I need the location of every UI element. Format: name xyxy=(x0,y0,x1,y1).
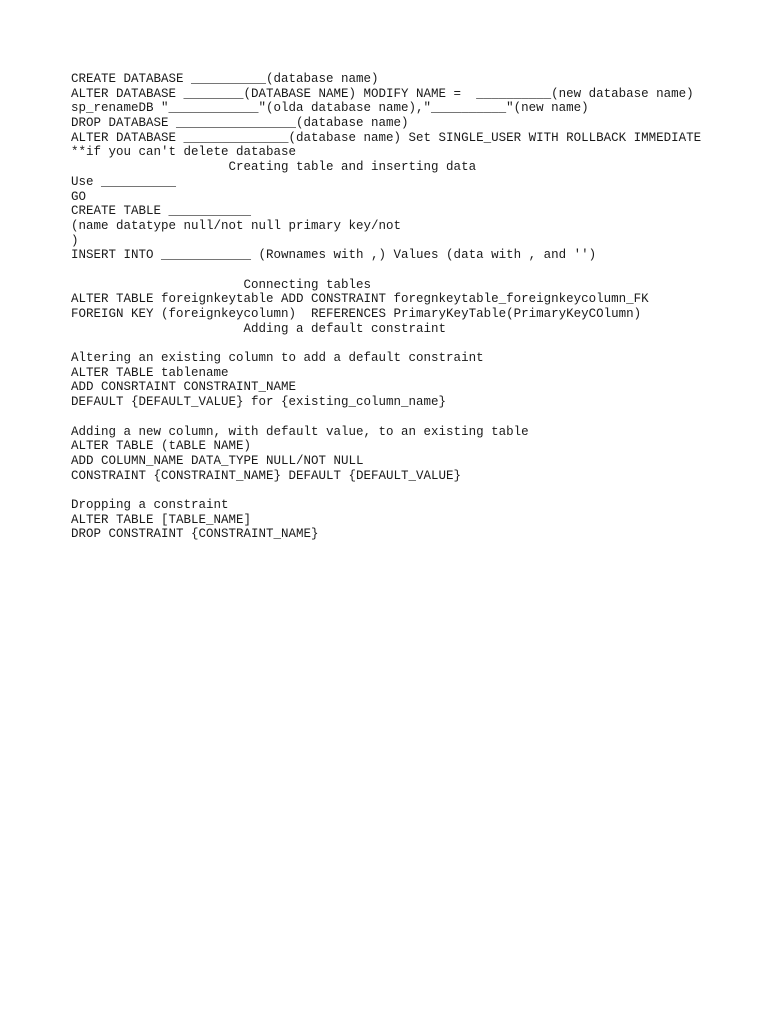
text-line: sp_renameDB "____________"(olda database name),"__________"(new name) xyxy=(71,101,589,116)
text-line: ALTER DATABASE ______________(database name) Set SINGLE_USER WITH ROLLBACK IMMEDIATE xyxy=(71,130,702,145)
text-line: Adding a new column, with default value, to an existing table xyxy=(71,424,529,439)
text-line: CONSTRAINT {CONSTRAINT_NAME} DEFAULT {DEFAULT_VALUE} xyxy=(71,468,462,483)
text-line: ALTER TABLE tablename xyxy=(71,365,229,380)
blank-line xyxy=(71,336,761,351)
text-line: Use __________ xyxy=(71,174,177,189)
text-line: DROP DATABASE ________________(database name) xyxy=(71,116,409,131)
section-heading: Creating table and inserting data xyxy=(71,160,477,175)
blank-line xyxy=(71,410,761,425)
section-heading: Adding a default constraint xyxy=(71,321,447,336)
text-line: GO xyxy=(71,189,87,204)
text-line: (name datatype null/not null primary key/not xyxy=(71,218,402,233)
text-line: CREATE DATABASE __________(database name) xyxy=(71,72,379,86)
document-page xyxy=(71,72,761,542)
text-line: ALTER TABLE (tABLE NAME) xyxy=(71,439,252,454)
text-line: **if you can't delete database xyxy=(71,145,297,160)
text-line: Dropping a constraint xyxy=(71,497,229,512)
text-line: DROP CONSTRAINT {CONSTRAINT_NAME} xyxy=(71,527,319,542)
blank-line xyxy=(71,483,761,498)
text-line: ALTER TABLE [TABLE_NAME] xyxy=(71,512,252,527)
blank-line xyxy=(71,263,761,278)
text-line: ALTER TABLE foreignkeytable ADD CONSTRAINT foregnkeytable_foreignkeycolumn_FK xyxy=(71,292,649,307)
text-line: FOREIGN KEY (foreignkeycolumn) REFERENCES PrimaryKeyTable(PrimaryKeyCOlumn) xyxy=(71,307,642,321)
text-line: Altering an existing column to add a default constraint xyxy=(71,351,484,366)
text-line: ) xyxy=(71,233,79,248)
text-line: DEFAULT {DEFAULT_VALUE} for {existing_column_name} xyxy=(71,395,447,410)
text-line: CREATE TABLE ___________ xyxy=(71,204,252,219)
text-line: INSERT INTO ____________ (Rownames with ,) Values (data with , and '') xyxy=(71,248,597,263)
text-line: ADD CONSRTAINT CONSTRAINT_NAME xyxy=(71,380,297,395)
text-line: ADD COLUMN_NAME DATA_TYPE NULL/NOT NULL xyxy=(71,453,364,468)
text-line: ALTER DATABASE ________(DATABASE NAME) MODIFY NAME = __________(new database name) xyxy=(71,86,694,101)
section-heading: Connecting tables xyxy=(71,277,372,292)
